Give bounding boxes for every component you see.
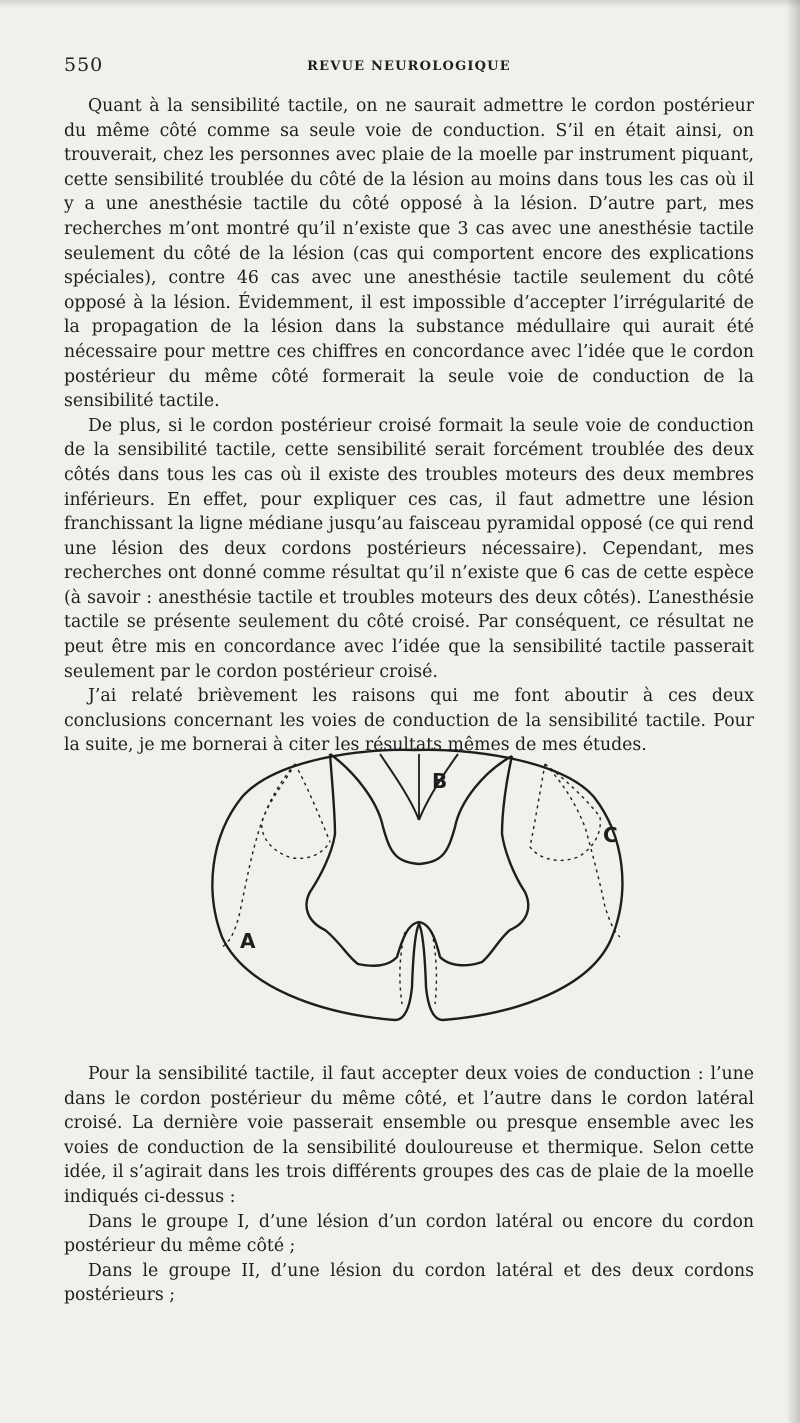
posterior-septum: [380, 754, 419, 820]
paragraph: De plus, si le cordon postérieur croisé formait la seule voie de conduction de la sensibilité tactile, cette sensibilité serait forcément troublée des deux côtés dans tous les cas où il existe des troubles moteurs des deux membres inférieurs. En effet, pour expliquer ces cas, il faut admettre une lésion franchissant la ligne médiane jusqu’au faisceau pyramidal opposé (ce qui rend une lésion des deux cordons postérieurs nécessaire). Cependant, mes recherches ont donné comme résultat qu’il n’existe que 6 cas de cette espèce (à savoir : anesthésie tactile et troubles moteurs des deux côtés). L’anesthésie tactile se présente seulement du côté croisé. Par conséquent, ce résultat ne peut être mis en concordance avec l’idée que la sensibilité tactile passerait seulement par le cordon postérieur croisé.: [64, 415, 754, 682]
page-top-shadow: [0, 0, 800, 8]
page-number: 550: [64, 54, 104, 76]
body-text-bottom: [64, 1062, 754, 1308]
page-binding-shadow: [786, 0, 800, 1423]
right-tract-dotted: [530, 764, 600, 860]
right-lateral-zone-dotted: [545, 764, 620, 937]
paragraph: Dans le groupe II, d’une lésion du cordon latéral et des deux cordons postérieurs ;: [64, 1260, 754, 1306]
paragraph: Dans le groupe I, d’une lésion d’un cordon latéral ou encore du cordon postérieur du même côté ;: [64, 1211, 754, 1257]
body-text-top: [64, 94, 754, 758]
posterior-column-contour: [330, 754, 512, 864]
spinal-cord-cross-section-figure: [200, 742, 640, 1032]
label-a: A: [240, 929, 256, 953]
cord-outline: [212, 750, 622, 1020]
paragraph: J’ai relaté brièvement les raisons qui me font aboutir à ces deux conclusions concernant les voies de conduction de la sensibilité tactile. Pour la suite, je me bornerai à citer les résultats mêmes de mes études.: [64, 686, 754, 756]
left-tract-dotted: [262, 764, 330, 858]
spinal-cord-diagram: [200, 742, 640, 1032]
label-c: C: [603, 823, 618, 847]
running-header: [64, 54, 754, 78]
left-tract-dotted: [295, 764, 330, 842]
label-b: B: [432, 769, 448, 793]
running-title: REVUE NEUROLOGIQUE: [307, 59, 511, 74]
paragraph: Quant à la sensibilité tactile, on ne saurait admettre le cordon postérieur du même côté comme sa seule voie de conduction. S’il en était ainsi, on trouverait, chez les personnes avec plaie de la moelle par instrument piquant, cette sensibilité troublée du côté de la lésion au moins dans tous les cas où il y a une anesthésie tactile du côté opposé à la lésion. D’autre part, mes recherches m’ont montré qu’il n’existe que 3 cas avec une anesthésie tactile seulement du côté de la lésion (cas qui comportent encore des explications spéciales), contre 46 cas avec une anesthésie tactile seulement du côté opposé à la lésion. Évidemment, il est impossible d’accepter l’irrégularité de la propagation de la lésion dans la substance médullaire qui aurait été nécessaire pour mettre ces chiffres en concordance avec l’idée que le cordon postérieur du même côté formerait la seule voie de conduction de la sensibilité tactile.: [64, 96, 754, 412]
paragraph: Pour la sensibilité tactile, il faut accepter deux voies de conduction : l’une dans le cordon postérieur du même côté, et l’autre dans le cordon latéral croisé. La dernière voie passerait ensemble ou presque ensemble avec les voies de conduction de la sensibilité douloureuse et thermique. Selon cette idée, il s’agirait dans les trois différents groupes des cas de plaie de la moelle indiqués ci-dessus :: [64, 1064, 754, 1207]
left-lateral-zone-dotted: [222, 764, 295, 947]
